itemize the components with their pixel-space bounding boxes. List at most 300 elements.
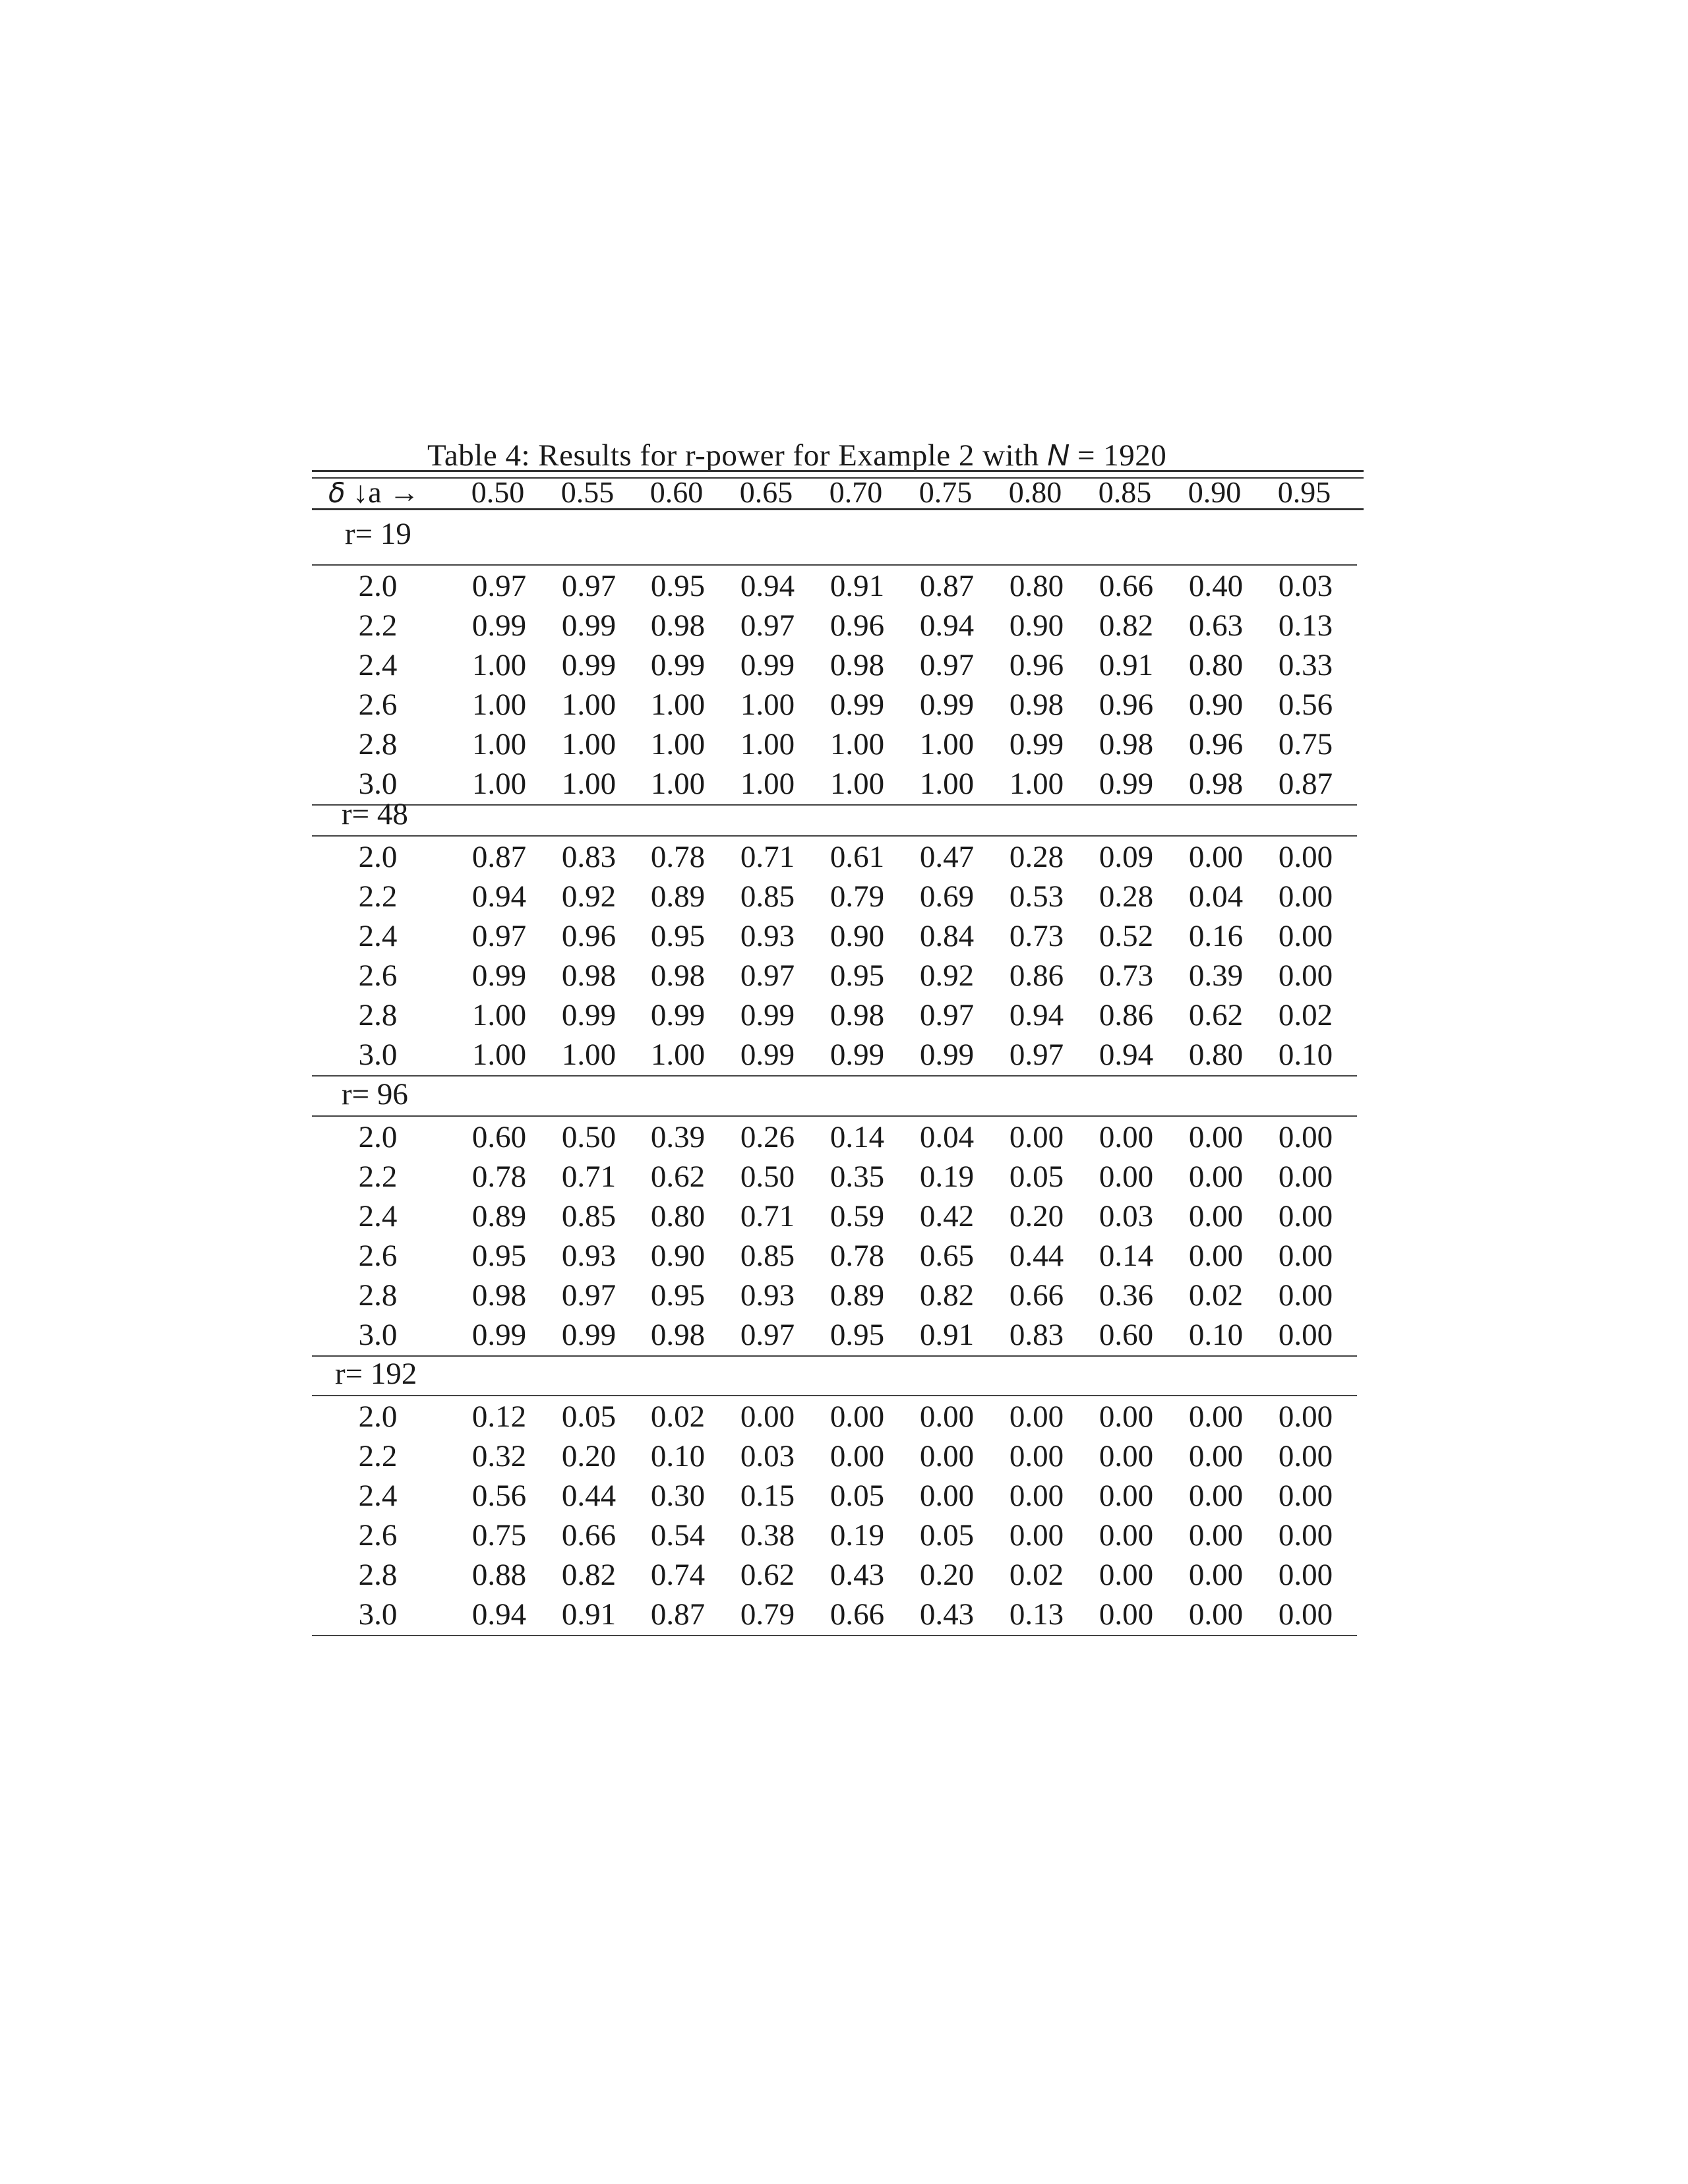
value-cell: 0.16 bbox=[1188, 919, 1244, 953]
delta-cell: 2.8 bbox=[358, 1278, 398, 1313]
value-cell: 0.98 bbox=[829, 998, 885, 1032]
value-cell: 0.00 bbox=[1099, 1439, 1154, 1473]
value-cell: 0.14 bbox=[829, 1120, 885, 1154]
a-header-cell: 0.75 bbox=[919, 475, 973, 509]
value-cell: 0.95 bbox=[829, 959, 885, 993]
value-cell: 0.10 bbox=[1278, 1038, 1333, 1072]
value-cell: 0.95 bbox=[650, 1278, 706, 1313]
table-row bbox=[312, 916, 1360, 956]
value-cell: 0.98 bbox=[650, 959, 706, 993]
value-cell: 0.89 bbox=[471, 1199, 527, 1233]
value-cell: 0.43 bbox=[829, 1558, 885, 1592]
value-cell: 1.00 bbox=[919, 727, 975, 761]
value-cell: 0.98 bbox=[561, 959, 617, 993]
value-cell: 0.02 bbox=[650, 1400, 706, 1434]
value-cell: 0.98 bbox=[829, 648, 885, 682]
corner-arrows: ↓a → bbox=[345, 475, 420, 509]
delta-cell: 3.0 bbox=[358, 1597, 398, 1632]
value-cell: 0.20 bbox=[919, 1558, 975, 1592]
corner-label bbox=[328, 476, 419, 510]
value-cell: 0.99 bbox=[740, 1038, 795, 1072]
value-cell: 0.99 bbox=[561, 998, 617, 1032]
a-header-cell: 0.65 bbox=[739, 475, 793, 509]
value-cell: 0.96 bbox=[561, 919, 617, 953]
value-cell: 0.62 bbox=[740, 1558, 795, 1592]
value-cell: 0.95 bbox=[829, 1318, 885, 1352]
delta-cell: 3.0 bbox=[358, 1038, 398, 1072]
value-cell: 1.00 bbox=[740, 688, 795, 722]
value-cell: 0.98 bbox=[1188, 767, 1244, 801]
table-row bbox=[312, 606, 1360, 645]
value-cell: 0.00 bbox=[1188, 1518, 1244, 1552]
value-cell: 1.00 bbox=[829, 767, 885, 801]
table-row bbox=[312, 1315, 1360, 1355]
header-bottom-rule bbox=[312, 508, 1364, 510]
value-cell: 1.00 bbox=[1009, 767, 1064, 801]
value-cell: 1.00 bbox=[471, 688, 527, 722]
table-row bbox=[312, 1196, 1360, 1236]
value-cell: 1.00 bbox=[471, 648, 527, 682]
value-cell: 0.99 bbox=[829, 688, 885, 722]
value-cell: 0.90 bbox=[1009, 608, 1064, 643]
value-cell: 0.93 bbox=[561, 1239, 617, 1273]
value-cell: 0.63 bbox=[1188, 608, 1244, 643]
value-cell: 0.91 bbox=[561, 1597, 617, 1632]
value-cell: 0.00 bbox=[919, 1479, 975, 1513]
delta-cell: 2.8 bbox=[358, 1558, 398, 1592]
value-cell: 0.00 bbox=[919, 1439, 975, 1473]
value-cell: 0.99 bbox=[1099, 767, 1154, 801]
value-cell: 0.05 bbox=[561, 1400, 617, 1434]
table-row bbox=[312, 1476, 1360, 1516]
value-cell: 0.98 bbox=[1099, 727, 1154, 761]
value-cell: 0.14 bbox=[1099, 1239, 1154, 1273]
value-cell: 0.96 bbox=[829, 608, 885, 643]
table-row bbox=[312, 837, 1360, 877]
value-cell: 0.98 bbox=[650, 608, 706, 643]
value-cell: 0.00 bbox=[1278, 1439, 1333, 1473]
delta-cell: 2.6 bbox=[358, 1518, 398, 1552]
table-row bbox=[312, 645, 1360, 685]
value-cell: 0.15 bbox=[740, 1479, 795, 1513]
value-cell: 0.85 bbox=[740, 1239, 795, 1273]
value-cell: 0.00 bbox=[1099, 1160, 1154, 1194]
value-cell: 0.02 bbox=[1278, 998, 1333, 1032]
table-row bbox=[312, 1516, 1360, 1555]
a-header-cell: 0.90 bbox=[1188, 475, 1242, 509]
value-cell: 0.87 bbox=[1278, 767, 1333, 801]
value-cell: 0.00 bbox=[1188, 1400, 1244, 1434]
value-cell: 0.92 bbox=[919, 959, 975, 993]
value-cell: 0.99 bbox=[919, 1038, 975, 1072]
value-cell: 0.97 bbox=[1009, 1038, 1064, 1072]
value-cell: 0.94 bbox=[1009, 998, 1064, 1032]
value-cell: 0.26 bbox=[740, 1120, 795, 1154]
value-cell: 0.96 bbox=[1188, 727, 1244, 761]
delta-cell: 3.0 bbox=[358, 767, 398, 801]
value-cell: 1.00 bbox=[740, 767, 795, 801]
value-cell: 0.91 bbox=[829, 569, 885, 603]
value-cell: 0.93 bbox=[740, 919, 795, 953]
value-cell: 0.97 bbox=[919, 648, 975, 682]
value-cell: 0.95 bbox=[471, 1239, 527, 1273]
table-row bbox=[312, 764, 1360, 804]
table-row bbox=[312, 1436, 1360, 1476]
value-cell: 1.00 bbox=[650, 688, 706, 722]
a-header-cell: 0.50 bbox=[471, 475, 525, 509]
value-cell: 0.00 bbox=[1188, 840, 1244, 874]
value-cell: 0.99 bbox=[471, 959, 527, 993]
value-cell: 0.00 bbox=[1188, 1558, 1244, 1592]
value-cell: 0.32 bbox=[471, 1439, 527, 1473]
value-cell: 0.13 bbox=[1278, 608, 1333, 643]
value-cell: 0.78 bbox=[471, 1160, 527, 1194]
value-cell: 0.73 bbox=[1009, 919, 1064, 953]
value-cell: 0.94 bbox=[919, 608, 975, 643]
value-cell: 0.00 bbox=[829, 1400, 885, 1434]
value-cell: 0.04 bbox=[919, 1120, 975, 1154]
value-cell: 0.87 bbox=[471, 840, 527, 874]
value-cell: 0.86 bbox=[1099, 998, 1154, 1032]
value-cell: 0.09 bbox=[1099, 840, 1154, 874]
table-row bbox=[312, 1236, 1360, 1276]
value-cell: 0.97 bbox=[919, 998, 975, 1032]
delta-cell: 2.4 bbox=[358, 919, 398, 953]
value-cell: 0.00 bbox=[1188, 1597, 1244, 1632]
delta-cell: 2.2 bbox=[358, 1439, 398, 1473]
delta-cell: 2.8 bbox=[358, 727, 398, 761]
value-cell: 0.99 bbox=[561, 608, 617, 643]
table-row bbox=[312, 877, 1360, 916]
value-cell: 0.97 bbox=[471, 919, 527, 953]
value-cell: 0.86 bbox=[1009, 959, 1064, 993]
value-cell: 0.95 bbox=[650, 919, 706, 953]
block-bottom-rule bbox=[312, 1355, 1357, 1357]
value-cell: 0.00 bbox=[1278, 1558, 1333, 1592]
block-label: r= 48 bbox=[342, 797, 408, 831]
value-cell: 0.36 bbox=[1099, 1278, 1154, 1313]
value-cell: 0.80 bbox=[1188, 1038, 1244, 1072]
value-cell: 0.05 bbox=[919, 1518, 975, 1552]
value-cell: 0.00 bbox=[1278, 1239, 1333, 1273]
value-cell: 0.98 bbox=[471, 1278, 527, 1313]
value-cell: 0.87 bbox=[919, 569, 975, 603]
value-cell: 0.62 bbox=[650, 1160, 706, 1194]
value-cell: 0.00 bbox=[1099, 1479, 1154, 1513]
value-cell: 0.96 bbox=[1009, 648, 1064, 682]
value-cell: 0.43 bbox=[919, 1597, 975, 1632]
value-cell: 0.96 bbox=[1099, 688, 1154, 722]
value-cell: 0.78 bbox=[829, 1239, 885, 1273]
value-cell: 0.00 bbox=[1099, 1558, 1154, 1592]
value-cell: 0.00 bbox=[1278, 1278, 1333, 1313]
table-row bbox=[312, 1117, 1360, 1157]
value-cell: 0.99 bbox=[650, 648, 706, 682]
top-rule bbox=[312, 470, 1364, 472]
value-cell: 0.94 bbox=[471, 1597, 527, 1632]
value-cell: 0.66 bbox=[561, 1518, 617, 1552]
value-cell: 0.85 bbox=[561, 1199, 617, 1233]
value-cell: 0.02 bbox=[1009, 1558, 1064, 1592]
value-cell: 0.75 bbox=[1278, 727, 1333, 761]
value-cell: 1.00 bbox=[561, 1038, 617, 1072]
delta-cell: 3.0 bbox=[358, 1318, 398, 1352]
value-cell: 0.73 bbox=[1099, 959, 1154, 993]
caption-suffix: = 1920 bbox=[1069, 438, 1167, 473]
value-cell: 0.00 bbox=[740, 1400, 795, 1434]
delta-cell: 2.8 bbox=[358, 998, 398, 1032]
value-cell: 0.97 bbox=[471, 569, 527, 603]
value-cell: 0.54 bbox=[650, 1518, 706, 1552]
value-cell: 0.00 bbox=[1099, 1120, 1154, 1154]
value-cell: 0.39 bbox=[1188, 959, 1244, 993]
value-cell: 0.00 bbox=[1009, 1518, 1064, 1552]
value-cell: 0.00 bbox=[1278, 1597, 1333, 1632]
value-cell: 0.82 bbox=[1099, 608, 1154, 643]
value-cell: 0.75 bbox=[471, 1518, 527, 1552]
table-row bbox=[312, 1157, 1360, 1196]
value-cell: 0.99 bbox=[561, 1318, 617, 1352]
value-cell: 0.60 bbox=[471, 1120, 527, 1154]
corner-delta: δ bbox=[328, 477, 346, 509]
value-cell: 0.00 bbox=[1099, 1400, 1154, 1434]
value-cell: 0.99 bbox=[561, 648, 617, 682]
delta-cell: 2.2 bbox=[358, 608, 398, 643]
value-cell: 0.40 bbox=[1188, 569, 1244, 603]
table-row bbox=[312, 1397, 1360, 1436]
value-cell: 0.80 bbox=[1009, 569, 1064, 603]
value-cell: 0.20 bbox=[1009, 1199, 1064, 1233]
value-cell: 0.00 bbox=[1188, 1120, 1244, 1154]
delta-cell: 2.4 bbox=[358, 1199, 398, 1233]
value-cell: 0.94 bbox=[740, 569, 795, 603]
value-cell: 0.00 bbox=[1188, 1439, 1244, 1473]
value-cell: 1.00 bbox=[650, 727, 706, 761]
value-cell: 0.33 bbox=[1278, 648, 1333, 682]
a-header-cell: 0.85 bbox=[1098, 475, 1152, 509]
value-cell: 0.00 bbox=[1099, 1597, 1154, 1632]
delta-cell: 2.4 bbox=[358, 648, 398, 682]
value-cell: 1.00 bbox=[829, 727, 885, 761]
delta-cell: 2.4 bbox=[358, 1479, 398, 1513]
value-cell: 1.00 bbox=[740, 727, 795, 761]
value-cell: 0.03 bbox=[1278, 569, 1333, 603]
table-row bbox=[312, 956, 1360, 995]
value-cell: 0.00 bbox=[1009, 1120, 1064, 1154]
value-cell: 0.03 bbox=[740, 1439, 795, 1473]
value-cell: 0.94 bbox=[471, 879, 527, 914]
value-cell: 0.80 bbox=[650, 1199, 706, 1233]
table-row bbox=[312, 1035, 1360, 1075]
value-cell: 0.10 bbox=[1188, 1318, 1244, 1352]
value-cell: 0.59 bbox=[829, 1199, 885, 1233]
value-cell: 1.00 bbox=[561, 727, 617, 761]
value-cell: 0.13 bbox=[1009, 1597, 1064, 1632]
value-cell: 0.88 bbox=[471, 1558, 527, 1592]
value-cell: 0.95 bbox=[650, 569, 706, 603]
delta-cell: 2.6 bbox=[358, 1239, 398, 1273]
value-cell: 0.03 bbox=[1099, 1199, 1154, 1233]
value-cell: 0.00 bbox=[919, 1400, 975, 1434]
value-cell: 0.90 bbox=[829, 919, 885, 953]
caption-variable: N bbox=[1046, 438, 1070, 472]
value-cell: 0.04 bbox=[1188, 879, 1244, 914]
value-cell: 0.97 bbox=[740, 1318, 795, 1352]
value-cell: 0.60 bbox=[1099, 1318, 1154, 1352]
value-cell: 0.62 bbox=[1188, 998, 1244, 1032]
value-cell: 0.99 bbox=[740, 998, 795, 1032]
delta-cell: 2.2 bbox=[358, 1160, 398, 1194]
value-cell: 0.82 bbox=[561, 1558, 617, 1592]
a-header-cell: 0.60 bbox=[649, 475, 704, 509]
value-cell: 0.00 bbox=[1278, 1400, 1333, 1434]
value-cell: 0.28 bbox=[1099, 879, 1154, 914]
value-cell: 0.52 bbox=[1099, 919, 1154, 953]
value-cell: 0.19 bbox=[829, 1518, 885, 1552]
value-cell: 0.99 bbox=[471, 608, 527, 643]
block-rule bbox=[312, 1395, 1357, 1396]
value-cell: 0.00 bbox=[1009, 1400, 1064, 1434]
a-header-cell: 0.95 bbox=[1277, 475, 1331, 509]
value-cell: 0.02 bbox=[1188, 1278, 1244, 1313]
value-cell: 0.83 bbox=[1009, 1318, 1064, 1352]
value-cell: 0.00 bbox=[1009, 1479, 1064, 1513]
value-cell: 0.97 bbox=[740, 608, 795, 643]
value-cell: 0.56 bbox=[471, 1479, 527, 1513]
value-cell: 0.00 bbox=[1188, 1239, 1244, 1273]
block-bottom-rule bbox=[312, 804, 1357, 806]
block-bottom-rule bbox=[312, 1635, 1357, 1636]
value-cell: 0.00 bbox=[1278, 1120, 1333, 1154]
table-caption bbox=[427, 435, 1167, 475]
delta-cell: 2.0 bbox=[358, 1400, 398, 1434]
value-cell: 0.50 bbox=[740, 1160, 795, 1194]
table-row bbox=[312, 1595, 1360, 1634]
table-row bbox=[312, 566, 1360, 606]
a-header-cell: 0.55 bbox=[560, 475, 615, 509]
value-cell: 1.00 bbox=[561, 767, 617, 801]
block-rule bbox=[312, 1115, 1357, 1117]
value-cell: 0.00 bbox=[1278, 1318, 1333, 1352]
value-cell: 0.99 bbox=[829, 1038, 885, 1072]
value-cell: 0.69 bbox=[919, 879, 975, 914]
value-cell: 0.10 bbox=[650, 1439, 706, 1473]
value-cell: 0.35 bbox=[829, 1160, 885, 1194]
value-cell: 0.97 bbox=[740, 959, 795, 993]
value-cell: 0.56 bbox=[1278, 688, 1333, 722]
delta-cell: 2.0 bbox=[358, 1120, 398, 1154]
value-cell: 0.87 bbox=[650, 1597, 706, 1632]
value-cell: 0.65 bbox=[919, 1239, 975, 1273]
value-cell: 0.05 bbox=[1009, 1160, 1064, 1194]
value-cell: 0.66 bbox=[1099, 569, 1154, 603]
header-row bbox=[312, 476, 1360, 509]
value-cell: 0.71 bbox=[740, 840, 795, 874]
value-cell: 0.19 bbox=[919, 1160, 975, 1194]
block-rule bbox=[312, 564, 1357, 566]
value-cell: 0.00 bbox=[829, 1439, 885, 1473]
value-cell: 1.00 bbox=[650, 767, 706, 801]
value-cell: 0.50 bbox=[561, 1120, 617, 1154]
value-cell: 0.00 bbox=[1278, 959, 1333, 993]
value-cell: 0.00 bbox=[1278, 1160, 1333, 1194]
value-cell: 1.00 bbox=[471, 1038, 527, 1072]
value-cell: 0.89 bbox=[829, 1278, 885, 1313]
value-cell: 0.53 bbox=[1009, 879, 1064, 914]
value-cell: 1.00 bbox=[650, 1038, 706, 1072]
value-cell: 0.00 bbox=[1188, 1160, 1244, 1194]
value-cell: 0.91 bbox=[1099, 648, 1154, 682]
table-row bbox=[312, 1276, 1360, 1315]
delta-cell: 2.0 bbox=[358, 569, 398, 603]
value-cell: 1.00 bbox=[471, 767, 527, 801]
value-cell: 1.00 bbox=[471, 727, 527, 761]
value-cell: 0.66 bbox=[829, 1597, 885, 1632]
value-cell: 0.98 bbox=[1009, 688, 1064, 722]
value-cell: 0.99 bbox=[919, 688, 975, 722]
value-cell: 0.44 bbox=[1009, 1239, 1064, 1273]
block-label: r= 19 bbox=[345, 517, 411, 551]
value-cell: 0.83 bbox=[561, 840, 617, 874]
value-cell: 0.99 bbox=[1009, 727, 1064, 761]
delta-cell: 2.6 bbox=[358, 688, 398, 722]
table-row bbox=[312, 1555, 1360, 1595]
value-cell: 0.00 bbox=[1009, 1439, 1064, 1473]
block-bottom-rule bbox=[312, 1075, 1357, 1077]
value-cell: 0.05 bbox=[829, 1479, 885, 1513]
value-cell: 0.90 bbox=[650, 1239, 706, 1273]
table-row bbox=[312, 995, 1360, 1035]
a-header-cell: 0.70 bbox=[829, 475, 883, 509]
value-cell: 0.00 bbox=[1099, 1518, 1154, 1552]
value-cell: 0.00 bbox=[1278, 1479, 1333, 1513]
value-cell: 0.82 bbox=[919, 1278, 975, 1313]
value-cell: 0.71 bbox=[561, 1160, 617, 1194]
block-label: r= 96 bbox=[342, 1077, 408, 1111]
value-cell: 0.20 bbox=[561, 1439, 617, 1473]
value-cell: 0.42 bbox=[919, 1199, 975, 1233]
delta-cell: 2.0 bbox=[358, 840, 398, 874]
table-row bbox=[312, 685, 1360, 724]
value-cell: 0.84 bbox=[919, 919, 975, 953]
value-cell: 0.00 bbox=[1188, 1479, 1244, 1513]
value-cell: 0.99 bbox=[650, 998, 706, 1032]
delta-cell: 2.6 bbox=[358, 959, 398, 993]
value-cell: 0.85 bbox=[740, 879, 795, 914]
block-rule bbox=[312, 835, 1357, 837]
value-cell: 0.80 bbox=[1188, 648, 1244, 682]
value-cell: 0.39 bbox=[650, 1120, 706, 1154]
value-cell: 0.12 bbox=[471, 1400, 527, 1434]
value-cell: 1.00 bbox=[471, 998, 527, 1032]
a-header-cell: 0.80 bbox=[1008, 475, 1062, 509]
value-cell: 0.97 bbox=[561, 1278, 617, 1313]
value-cell: 0.00 bbox=[1278, 1518, 1333, 1552]
value-cell: 1.00 bbox=[919, 767, 975, 801]
value-cell: 0.78 bbox=[650, 840, 706, 874]
value-cell: 0.00 bbox=[1278, 840, 1333, 874]
value-cell: 0.91 bbox=[919, 1318, 975, 1352]
value-cell: 0.89 bbox=[650, 879, 706, 914]
value-cell: 0.74 bbox=[650, 1558, 706, 1592]
value-cell: 0.98 bbox=[650, 1318, 706, 1352]
value-cell: 0.93 bbox=[740, 1278, 795, 1313]
value-cell: 0.30 bbox=[650, 1479, 706, 1513]
value-cell: 0.90 bbox=[1188, 688, 1244, 722]
value-cell: 0.00 bbox=[1188, 1199, 1244, 1233]
value-cell: 0.99 bbox=[471, 1318, 527, 1352]
table-row bbox=[312, 724, 1360, 764]
